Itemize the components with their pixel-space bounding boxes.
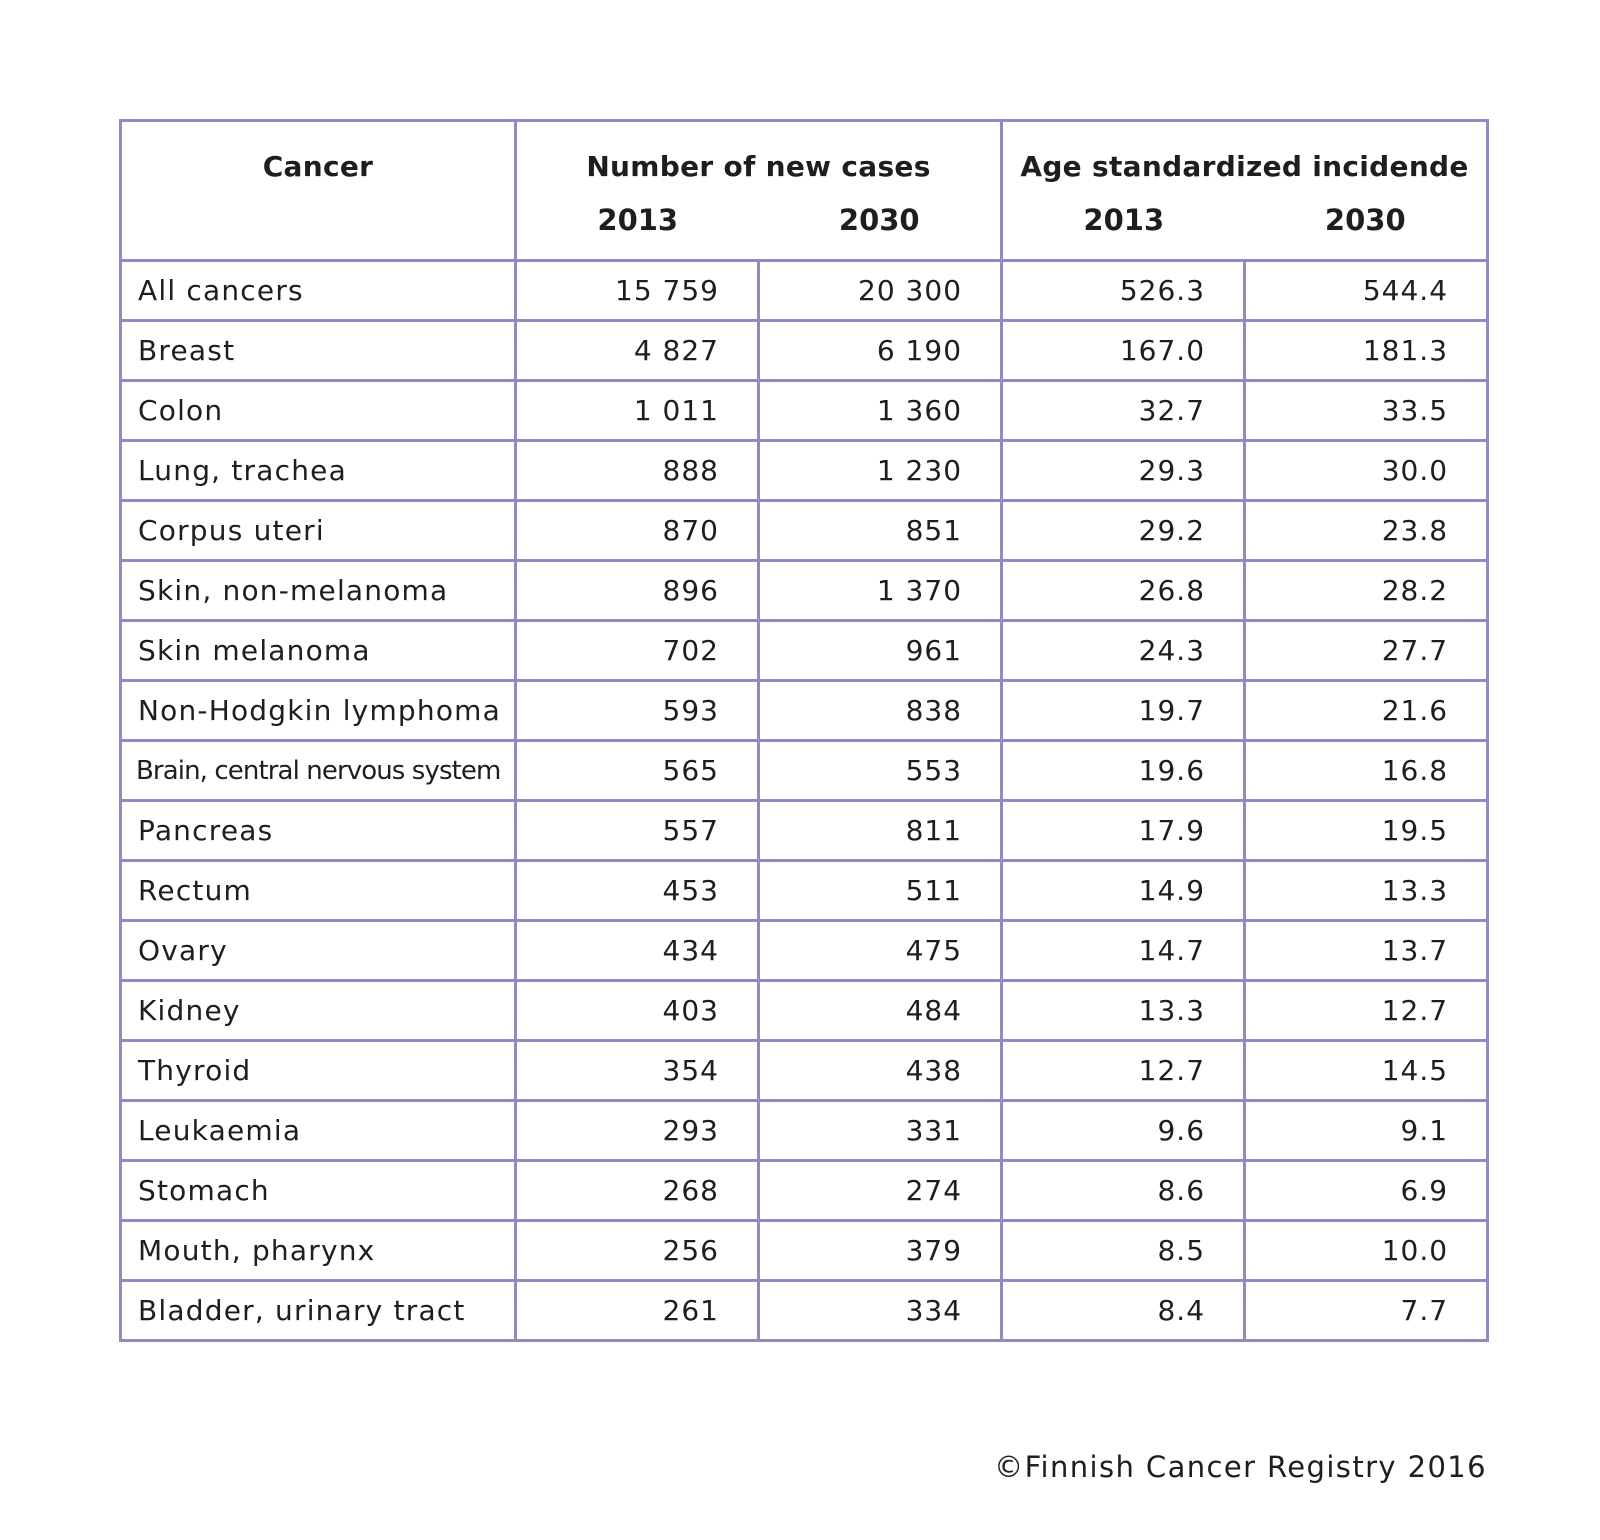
cell-asr-2030: 12.7 (1245, 981, 1488, 1041)
cell-asr-2013: 8.5 (1002, 1221, 1245, 1281)
table-row (121, 561, 1488, 621)
table-header-row (121, 121, 1488, 261)
table-row (121, 1281, 1488, 1341)
cell-asr-2013: 29.3 (1002, 441, 1245, 501)
cell-cases-2030: 1 370 (759, 561, 1002, 621)
cell-cancer-name: Leukaemia (121, 1101, 516, 1161)
table-row (121, 1221, 1488, 1281)
cell-asr-2013: 32.7 (1002, 381, 1245, 441)
cell-cases-2013: 565 (516, 741, 759, 801)
header-age-standardized (1002, 121, 1488, 261)
cell-asr-2030: 27.7 (1245, 621, 1488, 681)
cell-asr-2013: 14.7 (1002, 921, 1245, 981)
cell-asr-2030: 9.1 (1245, 1101, 1488, 1161)
cell-asr-2030: 33.5 (1245, 381, 1488, 441)
cell-cancer-name: Thyroid (121, 1041, 516, 1101)
cell-asr-2013: 13.3 (1002, 981, 1245, 1041)
cell-asr-2013: 8.4 (1002, 1281, 1245, 1341)
cell-cases-2030: 334 (759, 1281, 1002, 1341)
table-row (121, 381, 1488, 441)
table-row (121, 1101, 1488, 1161)
table-row (121, 981, 1488, 1041)
header-new-cases-year-2013: 2013 (597, 203, 679, 237)
table-row (121, 1041, 1488, 1101)
cancer-incidence-table (119, 119, 1489, 1342)
header-new-cases-label: Number of new cases (586, 150, 931, 183)
cell-cases-2030: 961 (759, 621, 1002, 681)
cell-asr-2030: 7.7 (1245, 1281, 1488, 1341)
header-new-cases-year-2030: 2030 (838, 203, 920, 237)
cell-cancer-name: Skin, non-melanoma (121, 561, 516, 621)
cell-cases-2013: 702 (516, 621, 759, 681)
cell-cases-2030: 851 (759, 501, 1002, 561)
table-row (121, 741, 1488, 801)
cell-cases-2030: 484 (759, 981, 1002, 1041)
cell-cases-2030: 438 (759, 1041, 1002, 1101)
cell-asr-2013: 19.6 (1002, 741, 1245, 801)
cell-cases-2030: 274 (759, 1161, 1002, 1221)
cell-cases-2030: 20 300 (759, 261, 1002, 321)
cell-asr-2013: 167.0 (1002, 321, 1245, 381)
cell-cases-2013: 261 (516, 1281, 759, 1341)
cell-cases-2013: 434 (516, 921, 759, 981)
cell-cancer-name: Lung, trachea (121, 441, 516, 501)
cell-asr-2013: 14.9 (1002, 861, 1245, 921)
cell-cases-2013: 4 827 (516, 321, 759, 381)
table-body (121, 261, 1488, 1341)
cell-asr-2013: 24.3 (1002, 621, 1245, 681)
cell-asr-2013: 19.7 (1002, 681, 1245, 741)
cell-cancer-name: Rectum (121, 861, 516, 921)
cell-cancer-name: Breast (121, 321, 516, 381)
cell-cases-2030: 475 (759, 921, 1002, 981)
cell-cases-2013: 870 (516, 501, 759, 561)
table-row (121, 261, 1488, 321)
copyright-credit: ©Finnish Cancer Registry 2016 (994, 1450, 1487, 1484)
cell-asr-2030: 14.5 (1245, 1041, 1488, 1101)
table-row (121, 441, 1488, 501)
header-age-standardized-year-2013: 2013 (1083, 203, 1165, 237)
cell-asr-2013: 17.9 (1002, 801, 1245, 861)
header-cancer-label: Cancer (262, 150, 374, 183)
cell-asr-2030: 30.0 (1245, 441, 1488, 501)
table-row (121, 801, 1488, 861)
cell-asr-2030: 13.7 (1245, 921, 1488, 981)
cell-cancer-name: Kidney (121, 981, 516, 1041)
cell-cases-2013: 15 759 (516, 261, 759, 321)
cell-cancer-name: Stomach (121, 1161, 516, 1221)
cell-asr-2013: 526.3 (1002, 261, 1245, 321)
cell-cancer-name: Mouth, pharynx (121, 1221, 516, 1281)
cell-cases-2030: 1 360 (759, 381, 1002, 441)
cell-cases-2013: 256 (516, 1221, 759, 1281)
cell-asr-2013: 29.2 (1002, 501, 1245, 561)
cell-cases-2013: 293 (516, 1101, 759, 1161)
cell-asr-2013: 12.7 (1002, 1041, 1245, 1101)
table-frame (119, 119, 1488, 1348)
table-row (121, 921, 1488, 981)
cell-cases-2030: 6 190 (759, 321, 1002, 381)
cell-asr-2030: 16.8 (1245, 741, 1488, 801)
cell-asr-2030: 19.5 (1245, 801, 1488, 861)
cell-cases-2030: 553 (759, 741, 1002, 801)
cell-asr-2013: 8.6 (1002, 1161, 1245, 1221)
cell-cancer-name: Corpus uteri (121, 501, 516, 561)
cell-asr-2030: 21.6 (1245, 681, 1488, 741)
table-row (121, 861, 1488, 921)
cell-asr-2030: 28.2 (1245, 561, 1488, 621)
cell-cases-2013: 453 (516, 861, 759, 921)
cell-cancer-name: Non-Hodgkin lymphoma (121, 681, 516, 741)
cell-asr-2030: 23.8 (1245, 501, 1488, 561)
cell-cases-2030: 511 (759, 861, 1002, 921)
cell-cancer-name: Pancreas (121, 801, 516, 861)
cell-cases-2013: 354 (516, 1041, 759, 1101)
cell-asr-2030: 6.9 (1245, 1161, 1488, 1221)
cell-asr-2013: 9.6 (1002, 1101, 1245, 1161)
cell-cancer-name: Bladder, urinary tract (121, 1281, 516, 1341)
header-new-cases (516, 121, 1002, 261)
table-row (121, 1161, 1488, 1221)
table-row (121, 501, 1488, 561)
header-age-standardized-year-2030: 2030 (1324, 203, 1406, 237)
cell-cases-2030: 838 (759, 681, 1002, 741)
cell-cancer-name: Skin melanoma (121, 621, 516, 681)
cell-cases-2013: 557 (516, 801, 759, 861)
header-age-standardized-years (1003, 203, 1486, 237)
cell-cases-2013: 896 (516, 561, 759, 621)
cell-cases-2013: 1 011 (516, 381, 759, 441)
cell-cases-2013: 888 (516, 441, 759, 501)
cell-cases-2030: 331 (759, 1101, 1002, 1161)
cell-cancer-name: Colon (121, 381, 516, 441)
header-age-standardized-label: Age standardized incidende (1020, 150, 1469, 183)
cell-cases-2013: 268 (516, 1161, 759, 1221)
table-row (121, 621, 1488, 681)
cell-cancer-name: Brain, central nervous system (121, 741, 516, 801)
table-row (121, 321, 1488, 381)
header-new-cases-years (517, 203, 1000, 237)
cell-cases-2030: 379 (759, 1221, 1002, 1281)
cell-cases-2030: 811 (759, 801, 1002, 861)
cell-asr-2030: 544.4 (1245, 261, 1488, 321)
cell-cancer-name: Ovary (121, 921, 516, 981)
cell-cancer-name: All cancers (121, 261, 516, 321)
cell-cases-2013: 593 (516, 681, 759, 741)
cell-cases-2013: 403 (516, 981, 759, 1041)
cell-cases-2030: 1 230 (759, 441, 1002, 501)
cell-asr-2030: 181.3 (1245, 321, 1488, 381)
cell-asr-2030: 13.3 (1245, 861, 1488, 921)
cell-asr-2013: 26.8 (1002, 561, 1245, 621)
header-cancer (121, 121, 516, 261)
cell-asr-2030: 10.0 (1245, 1221, 1488, 1281)
table-row (121, 681, 1488, 741)
